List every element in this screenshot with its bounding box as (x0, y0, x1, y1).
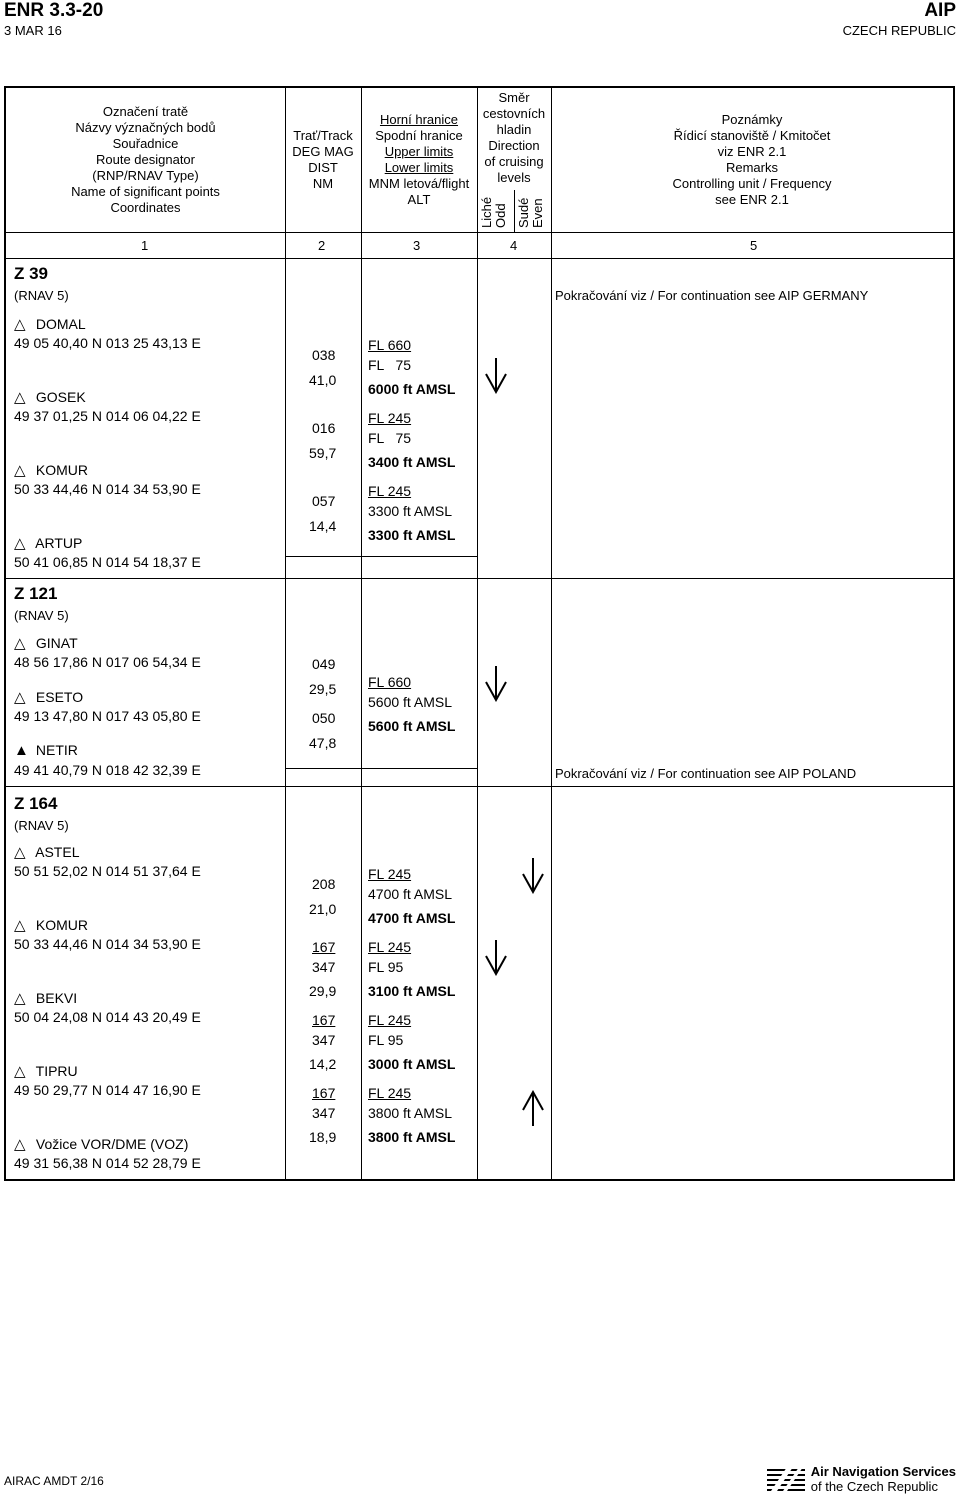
publication-name: AIP (924, 0, 956, 21)
segment-lower-limit: FL 95 (368, 1032, 404, 1048)
route-remark: Pokračování viz / For continuation see AIP GERMANY (555, 288, 869, 303)
segment-track: 049 (312, 656, 336, 672)
point-coordinates: 49 05 40,40 N 013 25 43,13 E (14, 335, 201, 351)
segment-track: 167 (312, 1085, 336, 1101)
segment-mnm-altitude: 3300 ft AMSL (368, 527, 456, 543)
route-designator: Z 121 (14, 584, 58, 603)
waypoint-triangle-icon: △ (14, 462, 26, 479)
segment-upper-limit: FL 660 (368, 337, 412, 353)
point-coordinates: 48 56 17,86 N 017 06 54,34 E (14, 654, 201, 670)
segment-upper-limit: FL 245 (368, 483, 412, 499)
col1-header: Označení tratě Názvy význačných bodů Souřadnice Route designator (RNP/RNAV Type) Name of significant points Coordinates (71, 104, 220, 215)
route-table (4, 86, 955, 1181)
segment-distance: 18,9 (309, 1129, 337, 1145)
route-designator: Z 164 (14, 794, 58, 813)
direction-down-arrow-icon (485, 666, 507, 702)
segment-lower-limit: 3300 ft AMSL (368, 503, 453, 519)
segment-track: 057 (312, 493, 336, 509)
point-name: △ BEKVI (14, 990, 78, 1007)
waypoint-triangle-icon: △ (14, 316, 26, 333)
segment-track: 167 (312, 939, 336, 955)
segment-reverse-track: 347 (312, 1032, 336, 1048)
segment-upper-limit: FL 245 (368, 1012, 412, 1028)
segment-track: 208 (312, 876, 336, 892)
route-type: (RNAV 5) (14, 818, 69, 833)
col-number: 5 (750, 238, 758, 253)
segment-lower-limit: 4700 ft AMSL (368, 886, 453, 902)
segment-upper-limit: FL 245 (368, 1085, 412, 1101)
point-name: △ ESETO (14, 689, 84, 706)
ans-logo (767, 1464, 956, 1494)
direction-up-arrow-icon (522, 1090, 544, 1126)
point-coordinates: 49 31 56,38 N 014 52 28,79 E (14, 1155, 201, 1171)
segment-distance: 21,0 (309, 901, 337, 917)
segment-lower-limit: 5600 ft AMSL (368, 694, 453, 710)
doc-id: ENR 3.3-20 (4, 0, 104, 21)
point-coordinates: 49 13 47,80 N 017 43 05,80 E (14, 708, 201, 724)
reporting-point-filled-triangle-icon: ▲ (14, 742, 29, 759)
segment-lower-limit: FL 75 (368, 357, 412, 373)
waypoint-triangle-icon: △ (14, 990, 26, 1007)
point-name: ▲ NETIR (14, 742, 78, 759)
segment-reverse-track: 347 (312, 959, 336, 975)
point-coordinates: 50 41 06,85 N 014 54 18,37 E (14, 554, 201, 570)
segment-distance: 41,0 (309, 372, 337, 388)
point-name: △ Vožice VOR/DME (VOZ) (14, 1136, 189, 1153)
col4-even-header: Sudé Even (516, 197, 545, 228)
direction-down-arrow-icon (522, 858, 544, 894)
segment-mnm-altitude: 3400 ft AMSL (368, 454, 456, 470)
doc-date: 3 MAR 16 (4, 23, 62, 38)
point-coordinates: 50 33 44,46 N 014 34 53,90 E (14, 481, 201, 497)
route-type: (RNAV 5) (14, 608, 69, 623)
route-remark: Pokračování viz / For continuation see AIP POLAND (555, 766, 857, 781)
point-coordinates: 50 51 52,02 N 014 51 37,64 E (14, 863, 201, 879)
ans-logo-icon (767, 1467, 805, 1491)
col-number: 3 (413, 238, 421, 253)
org-name-line1: Air Navigation Services (810, 1464, 956, 1479)
segment-mnm-altitude: 3000 ft AMSL (368, 1056, 456, 1072)
segment-track: 050 (312, 710, 336, 726)
segment-upper-limit: FL 660 (368, 674, 412, 690)
point-name: △ GOSEK (14, 389, 86, 406)
route-type: (RNAV 5) (14, 288, 69, 303)
col2-header: Trať/Track DEG MAG DIST NM (292, 128, 354, 191)
segment-distance: 14,2 (309, 1056, 337, 1072)
waypoint-triangle-icon: △ (14, 389, 26, 406)
col-number: 2 (318, 238, 326, 253)
route-designator: Z 39 (14, 264, 49, 283)
point-coordinates: 50 33 44,46 N 014 34 53,90 E (14, 936, 201, 952)
segment-reverse-track: 347 (312, 1105, 336, 1121)
segment-upper-limit: FL 245 (368, 410, 412, 426)
waypoint-triangle-icon: △ (14, 535, 26, 552)
col4-header: Směr cestovních hladin Direction of cruising levels (482, 90, 546, 185)
segment-mnm-altitude: 3100 ft AMSL (368, 983, 456, 999)
col-number: 1 (141, 238, 149, 253)
segment-mnm-altitude: 5600 ft AMSL (368, 718, 456, 734)
segment-track: 167 (312, 1012, 336, 1028)
segment-track: 016 (312, 420, 336, 436)
segment-upper-limit: FL 245 (368, 939, 412, 955)
col4-odd-header: Liché Odd (479, 196, 508, 228)
waypoint-triangle-icon: △ (14, 917, 26, 934)
direction-down-arrow-icon (485, 940, 507, 976)
waypoint-triangle-icon: △ (14, 689, 26, 706)
direction-down-arrow-icon (485, 358, 507, 394)
segment-distance: 29,5 (309, 681, 337, 697)
point-name: △ KOMUR (14, 917, 89, 934)
segment-mnm-altitude: 4700 ft AMSL (368, 910, 456, 926)
segment-mnm-altitude: 6000 ft AMSL (368, 381, 456, 397)
segment-track: 038 (312, 347, 336, 363)
segment-distance: 59,7 (309, 445, 337, 461)
point-coordinates: 49 37 01,25 N 014 06 04,22 E (14, 408, 201, 424)
org-name-line2: of the Czech Republic (810, 1479, 938, 1494)
point-coordinates: 49 41 40,79 N 018 42 32,39 E (14, 762, 201, 778)
point-coordinates: 49 50 29,77 N 014 47 16,90 E (14, 1082, 201, 1098)
segment-lower-limit: FL 75 (368, 430, 412, 446)
col-number: 4 (510, 238, 518, 253)
amendment-id: AIRAC AMDT 2/16 (4, 1474, 104, 1488)
segment-distance: 14,4 (309, 518, 337, 534)
waypoint-triangle-icon: △ (14, 1136, 26, 1153)
waypoint-triangle-icon: △ (14, 635, 26, 652)
point-name: △ KOMUR (14, 462, 89, 479)
segment-lower-limit: 3800 ft AMSL (368, 1105, 453, 1121)
point-name: △ GINAT (14, 635, 78, 652)
segment-mnm-altitude: 3800 ft AMSL (368, 1129, 456, 1145)
segment-distance: 29,9 (309, 983, 337, 999)
segment-lower-limit: FL 95 (368, 959, 404, 975)
point-name: △ ASTEL (14, 844, 80, 861)
point-name: △ DOMAL (14, 316, 86, 333)
col5-header: Poznámky Řídicí stanoviště / Kmitočet viz ENR 2.1 Remarks Controlling unit / Frequency see ENR 2.1 (672, 112, 832, 207)
point-name: △ TIPRU (14, 1063, 78, 1080)
col3-header: Horní hranice Spodní hranice Upper limits Lower limits MNM letová/flight ALT (368, 112, 470, 207)
waypoint-triangle-icon: △ (14, 1063, 26, 1080)
point-name: △ ARTUP (14, 535, 83, 552)
point-coordinates: 50 04 24,08 N 014 43 20,49 E (14, 1009, 201, 1025)
segment-upper-limit: FL 245 (368, 866, 412, 882)
waypoint-triangle-icon: △ (14, 844, 26, 861)
country-name: CZECH REPUBLIC (842, 23, 956, 38)
segment-distance: 47,8 (309, 735, 337, 751)
